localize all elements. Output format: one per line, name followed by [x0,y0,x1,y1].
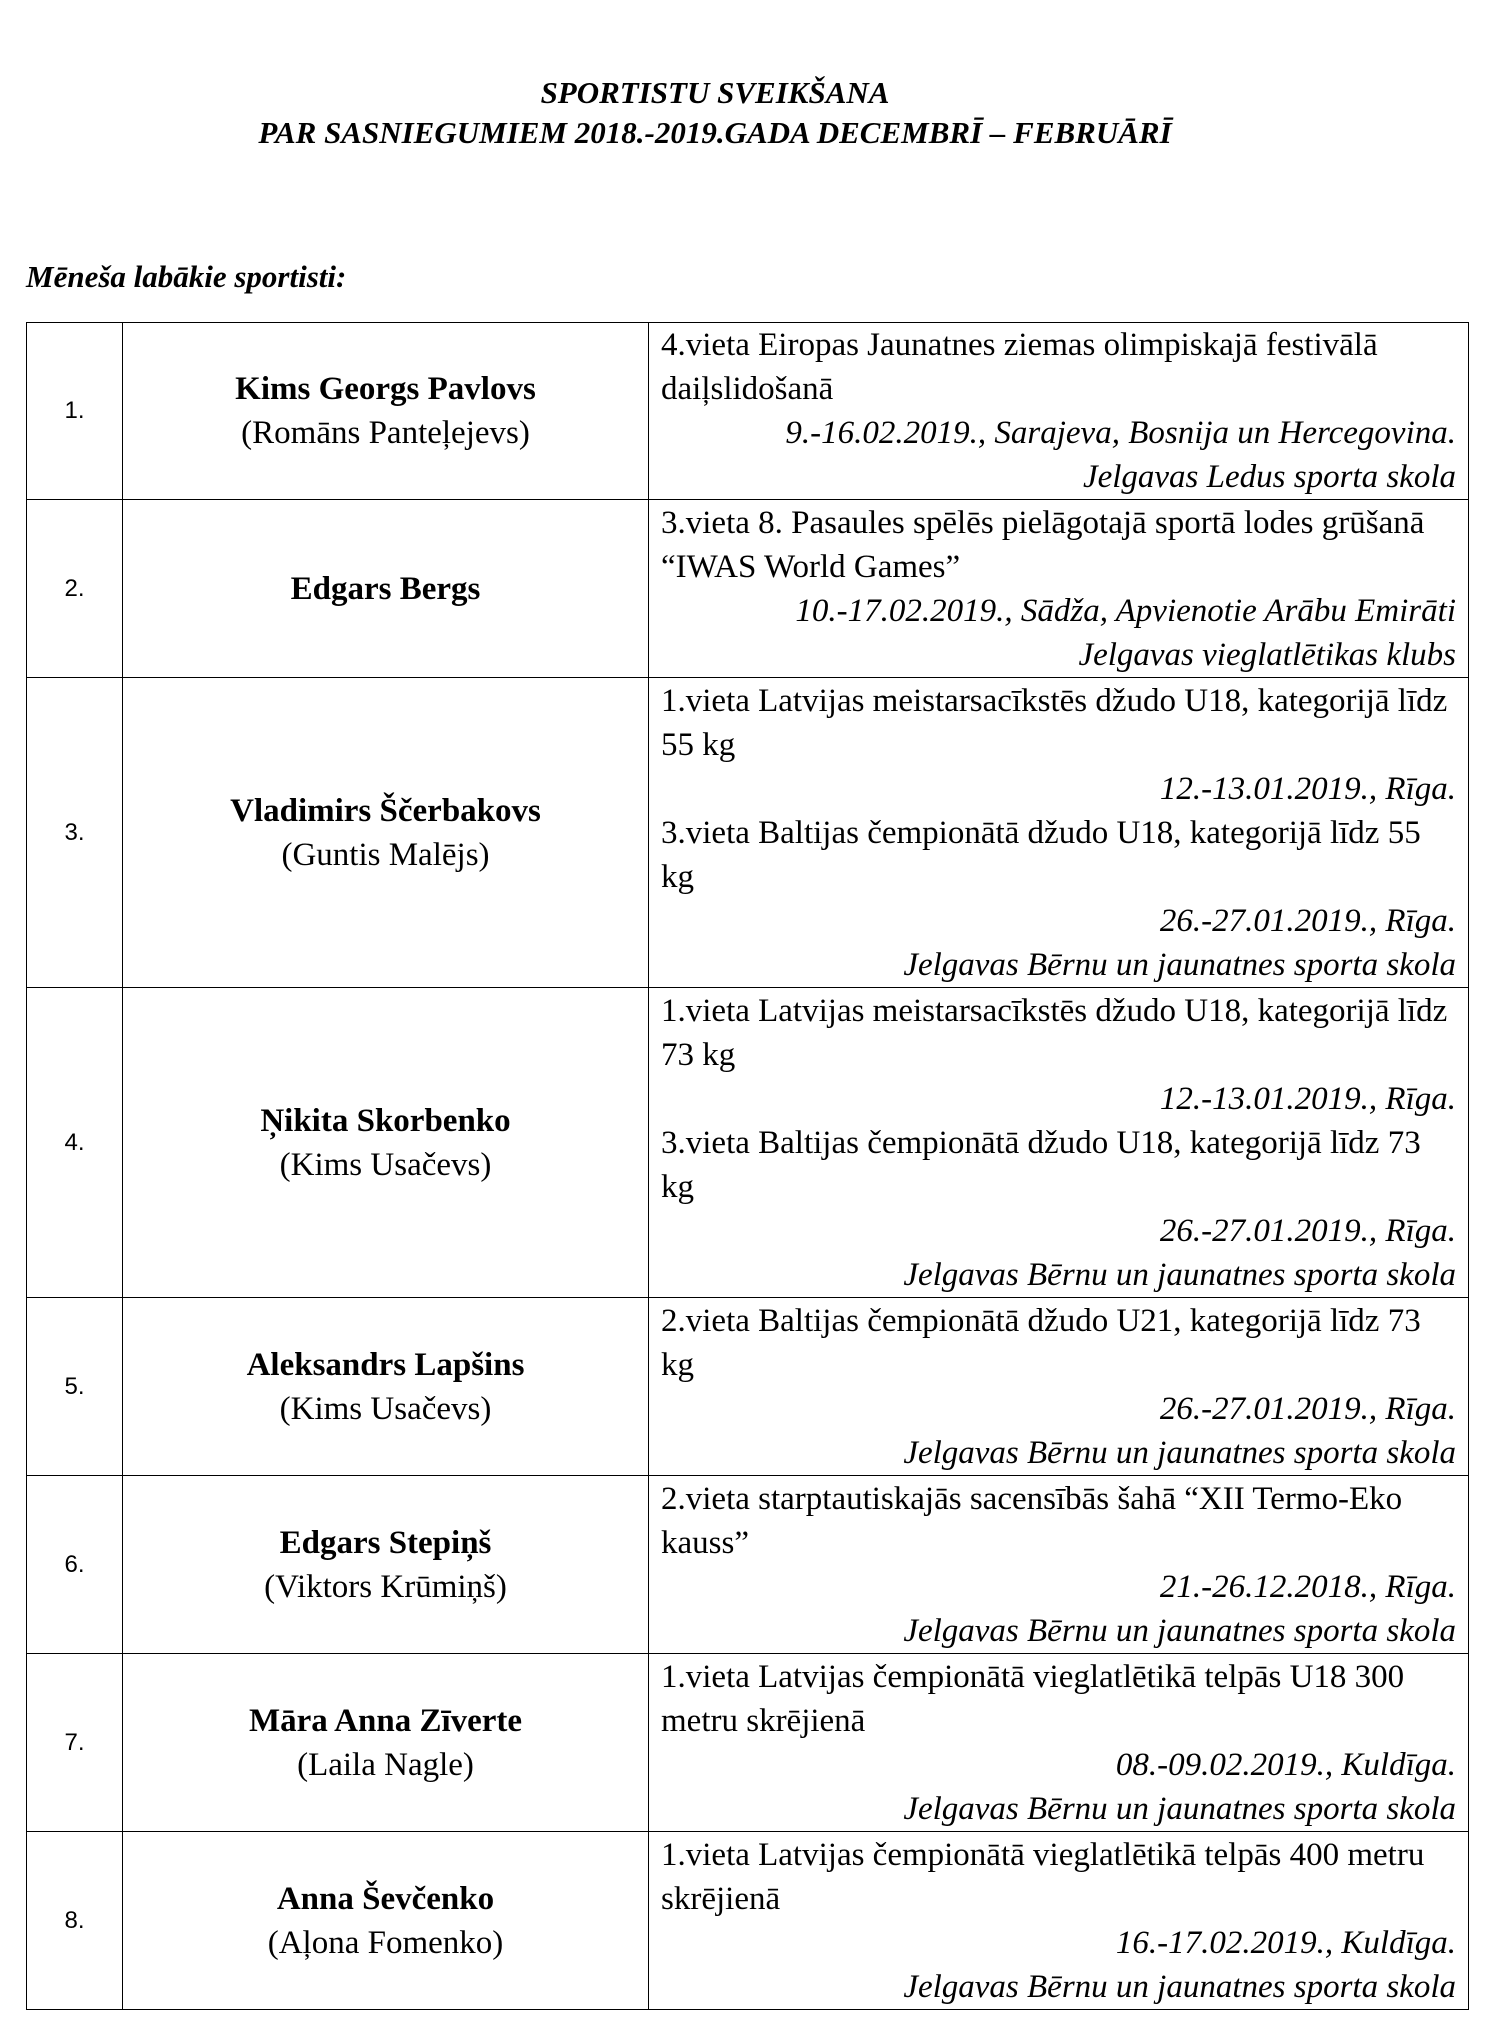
row-number: 3. [27,678,123,988]
row-number: 7. [27,1654,123,1832]
achievement-description: 4.vieta Eiropas Jaunatnes ziemas olimpiskajā festivālā daiļslidošanā [661,327,1378,407]
achievements-cell [649,1476,1469,1654]
section-subtitle: Mēneša labākie sportisti: [26,259,347,294]
athlete-cell [123,1654,649,1832]
achievement-description: 1.vieta Latvijas meistarsacīkstēs džudo U18, kategorijā līdz 55 kg [661,682,1448,763]
club-name: Jelgavas Bērnu un jaunatnes sporta skola [903,1612,1456,1649]
coach-name: (Romāns Panteļejevs) [241,415,530,451]
athlete-cell [123,1832,649,2010]
table-row [27,988,1469,1298]
athlete-cell [123,678,649,988]
achievement-description: 1.vieta Latvijas čempionātā vieglatlētikā telpās U18 300 metru skrējienā [661,1658,1405,1739]
table-row [27,1832,1469,2010]
table-row [27,500,1469,678]
coach-name: (Kims Usačevs) [279,1390,492,1427]
achievements-cell [649,1298,1469,1476]
achievement-description: 2.vieta Baltijas čempionātā džudo U21, kategorijā līdz 73 kg [661,1302,1421,1383]
athlete-cell [123,988,649,1298]
club-name: Jelgavas Bērnu un jaunatnes sporta skola [903,1434,1456,1471]
achievement-description: 3.vieta Baltijas čempionātā džudo U18, kategorijā līdz 55 kg [661,814,1421,895]
coach-name: (Laila Nagle) [297,1746,474,1783]
athlete-cell [123,1298,649,1476]
table-row [27,1654,1469,1832]
achievement-description: 2.vieta starptautiskajās sacensībās šahā “XII Termo-Eko kauss” [661,1480,1403,1561]
table-row [27,1298,1469,1476]
achievement-date-place: 26.-27.01.2019., Rīga. [1159,1212,1456,1249]
athletes-table-body [27,323,1469,2010]
table-row [27,678,1469,988]
coach-name: (Viktors Krūmiņš) [264,1568,507,1605]
row-number: 5. [27,1298,123,1476]
athlete-name: Edgars Bergs [290,570,481,607]
achievement-date-place: 26.-27.01.2019., Rīga. [1159,1390,1456,1427]
achievements-cell [649,678,1469,988]
table-row [27,1476,1469,1654]
coach-name: (Aļona Fomenko) [267,1924,504,1961]
achievement-date-place: 9.-16.02.2019., Sarajeva, Bosnija un Hercegovina. [785,415,1456,451]
row-number: 4. [27,988,123,1298]
coach-name: (Kims Usačevs) [279,1146,492,1183]
achievement-description: 3.vieta Baltijas čempionātā džudo U18, kategorijā līdz 73 kg [661,1124,1421,1205]
achievement-date-place: 10.-17.02.2019., Sādža, Apvienotie Arābu Emirāti [795,592,1456,629]
athlete-name: Vladimirs Ščerbakovs [230,792,541,829]
athlete-cell [123,323,649,500]
page-title: SPORTISTU SVEIKŠANA [540,75,890,110]
achievements-cell [649,500,1469,678]
athlete-name: Kims Georgs Pavlovs [235,371,536,407]
table-row [27,323,1469,500]
achievement-date-place: 16.-17.02.2019., Kuldīga. [1115,1924,1456,1961]
club-name: Jelgavas Bērnu un jaunatnes sporta skola [903,1790,1456,1827]
athlete-name: Aleksandrs Lapšins [246,1346,525,1383]
achievement-date-place: 12.-13.01.2019., Rīga. [1159,1080,1456,1117]
row-number: 2. [27,500,123,678]
athlete-name: Edgars Stepiņš [279,1524,492,1561]
achievements-cell [649,1654,1469,1832]
club-name: Jelgavas Bērnu un jaunatnes sporta skola [903,1256,1456,1293]
achievements-cell [649,1832,1469,2010]
row-number: 8. [27,1832,123,2010]
achievement-description: 3.vieta 8. Pasaules spēlēs pielāgotajā sportā lodes grūšanā “IWAS World Games” [661,504,1425,585]
achievement-date-place: 26.-27.01.2019., Rīga. [1159,902,1456,939]
club-name: Jelgavas Bērnu un jaunatnes sporta skola [903,1968,1456,2005]
athlete-name: Anna Ševčenko [276,1880,495,1917]
page-title-line-2: PAR SASNIEGUMIEM 2018.-2019.GADA DECEMBRĪ – FEBRUĀRĪ [258,115,1172,150]
achievement-date-place: 08.-09.02.2019., Kuldīga. [1115,1746,1456,1783]
achievement-date-place: 12.-13.01.2019., Rīga. [1159,770,1456,807]
athlete-cell [123,1476,649,1654]
achievement-description: 1.vieta Latvijas meistarsacīkstēs džudo U18, kategorijā līdz 73 kg [661,992,1448,1073]
athlete-cell [123,500,649,678]
athlete-name: Ņikita Skorbenko [260,1102,511,1139]
achievements-cell [649,988,1469,1298]
achievement-description: 1.vieta Latvijas čempionātā vieglatlētikā telpās 400 metru skrējienā [661,1836,1425,1917]
club-name: Jelgavas vieglatlētikas klubs [1078,636,1456,673]
athletes-table [26,322,1469,2010]
achievements-cell [649,323,1469,500]
coach-name: (Guntis Malējs) [281,836,490,873]
achievement-date-place: 21.-26.12.2018., Rīga. [1159,1568,1456,1605]
club-name: Jelgavas Bērnu un jaunatnes sporta skola [903,946,1456,983]
athlete-name: Māra Anna Zīverte [248,1702,523,1739]
club-name: Jelgavas Ledus sporta skola [1082,459,1456,495]
row-number: 1. [27,323,123,500]
row-number: 6. [27,1476,123,1654]
